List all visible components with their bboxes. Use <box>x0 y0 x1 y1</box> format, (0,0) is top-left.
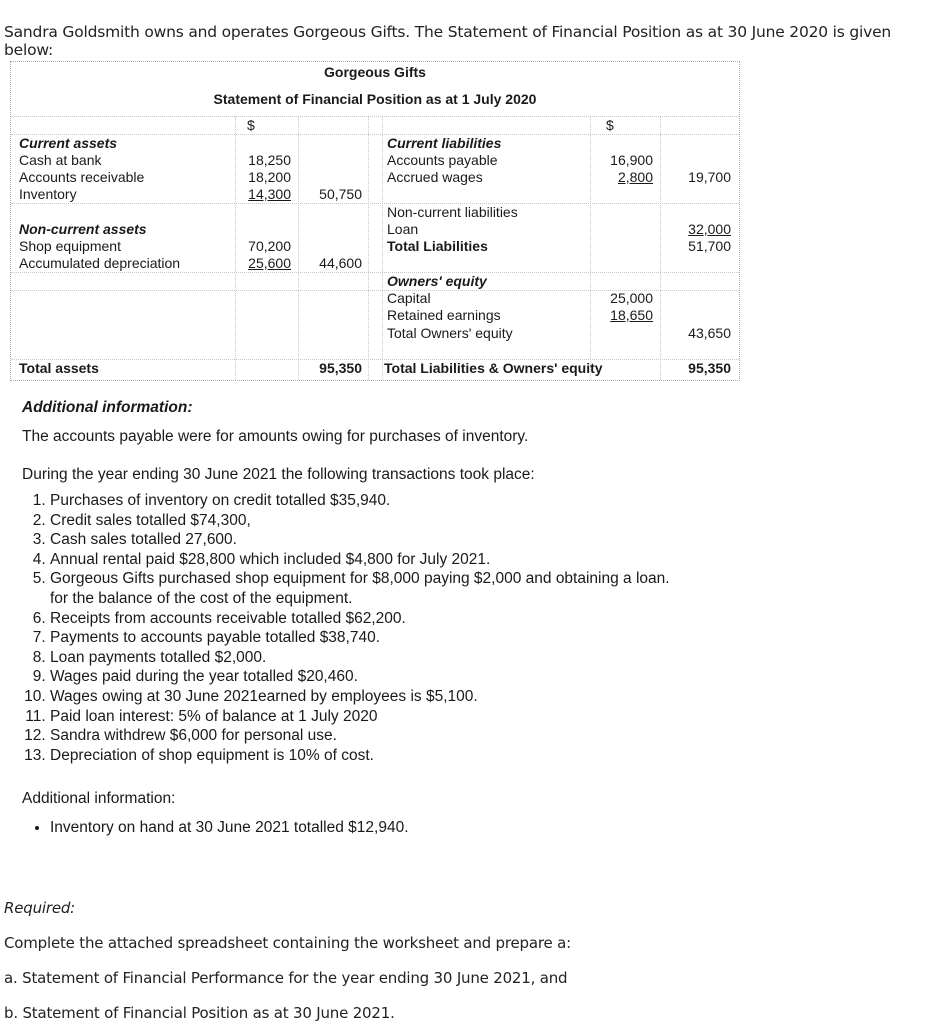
total-liabilities-equity-label: Total Liabilities & Owners' equity <box>384 360 603 376</box>
current-liabilities-total: 19,700 <box>688 169 731 185</box>
inventory-list <box>22 819 409 837</box>
equity-amount: 25,000 <box>610 290 653 306</box>
non-current-assets-total: 44,600 <box>319 255 362 271</box>
current-liabilities-heading: Current liabilities <box>387 135 502 151</box>
list-item: 3. Cash sales totalled 27,600. <box>50 530 740 550</box>
list-item: 11. Paid loan interest: 5% of balance at 1 July 2020 <box>50 707 740 727</box>
required-instruction: Complete the attached spreadsheet containing the worksheet and prepare a: <box>4 934 571 952</box>
list-item: 12. Sandra withdrew $6,000 for personal use. <box>50 726 740 746</box>
asset-amount: 25,600 <box>248 255 291 271</box>
asset-label: Accumulated depreciation <box>19 255 181 271</box>
required-item-b: b. Statement of Financial Position as at 30 June 2021. <box>4 1004 395 1022</box>
list-item: 4. Annual rental paid $28,800 which included $4,800 for July 2021. <box>50 550 740 570</box>
list-item: 6. Receipts from accounts receivable totalled $62,200. <box>50 609 740 629</box>
total-owners-equity-label: Total Owners' equity <box>387 325 513 341</box>
liability-amount: 2,800 <box>617 169 653 185</box>
total-liabilities-label: Total Liabilities <box>387 238 488 254</box>
required-label: Required: <box>4 899 76 917</box>
total-owners-equity-amount: 43,650 <box>688 325 731 341</box>
intro-text: Sandra Goldsmith owns and operates Gorgeous Gifts. The Statement of Financial Position as at 30 June 2020 is given below: <box>4 23 892 59</box>
total-liabilities-amount: 51,700 <box>688 238 731 254</box>
loan-amount: 32,000 <box>688 221 731 237</box>
total-assets-label: Total assets <box>19 360 99 376</box>
list-item: • Inventory on hand at 30 June 2021 totalled $12,940. <box>50 819 409 837</box>
company-name: Gorgeous Gifts <box>324 64 426 80</box>
loan-label: Loan <box>387 221 419 237</box>
list-item: 9. Wages paid during the year totalled $20,460. <box>50 667 740 687</box>
transactions-list <box>22 491 740 765</box>
additional-info-heading-2: Additional information: <box>22 790 176 807</box>
additional-info-heading: Additional information: <box>22 399 193 416</box>
equity-amount: 18,650 <box>610 307 653 323</box>
list-item: 8. Loan payments totalled $2,000. <box>50 648 740 668</box>
list-item: 2. Credit sales totalled $74,300, <box>50 511 740 531</box>
non-current-assets-heading: Non-current assets <box>19 221 147 237</box>
list-item: 10. Wages owing at 30 June 2021earned by employees is $5,100. <box>50 687 740 707</box>
asset-label: Accounts receivable <box>19 169 145 185</box>
transactions-intro: During the year ending 30 June 2021 the following transactions took place: <box>22 466 535 483</box>
asset-label: Inventory <box>19 186 77 202</box>
statement-of-financial-position <box>10 61 740 381</box>
liability-label: Accrued wages <box>387 169 483 185</box>
equity-label: Retained earnings <box>387 307 501 323</box>
asset-amount: 18,250 <box>248 152 291 168</box>
asset-label: Shop equipment <box>19 238 121 254</box>
current-assets-total: 50,750 <box>319 186 362 202</box>
list-item: 5. Gorgeous Gifts purchased shop equipment for $8,000 paying $2,000 and obtaining a loan. for the balance of the cost of the equipment. <box>50 569 690 608</box>
currency-label-left: $ <box>247 117 255 133</box>
required-item-a: a. Statement of Financial Performance for the year ending 30 June 2021, and <box>4 969 568 987</box>
list-item: 13. Depreciation of shop equipment is 10% of cost. <box>50 746 740 766</box>
list-item: 1. Purchases of inventory on credit totalled $35,940. <box>50 491 740 511</box>
current-assets-heading: Current assets <box>19 135 118 151</box>
asset-amount: 18,200 <box>248 169 291 185</box>
asset-amount: 70,200 <box>248 238 291 254</box>
equity-label: Capital <box>387 290 431 306</box>
non-current-liabilities-heading: Non-current liabilities <box>387 204 518 220</box>
statement-title: Statement of Financial Position as at 1 July 2020 <box>213 91 537 107</box>
liability-label: Accounts payable <box>387 152 498 168</box>
total-liabilities-equity-amount: 95,350 <box>688 360 731 376</box>
owners-equity-heading: Owners' equity <box>387 273 487 289</box>
accounts-payable-note: The accounts payable were for amounts owing for purchases of inventory. <box>22 428 529 445</box>
asset-label: Cash at bank <box>19 152 102 168</box>
list-item: 7. Payments to accounts payable totalled $38,740. <box>50 628 740 648</box>
liability-amount: 16,900 <box>610 152 653 168</box>
total-assets-amount: 95,350 <box>319 360 362 376</box>
currency-label-right: $ <box>606 117 614 133</box>
asset-amount: 14,300 <box>248 186 291 202</box>
